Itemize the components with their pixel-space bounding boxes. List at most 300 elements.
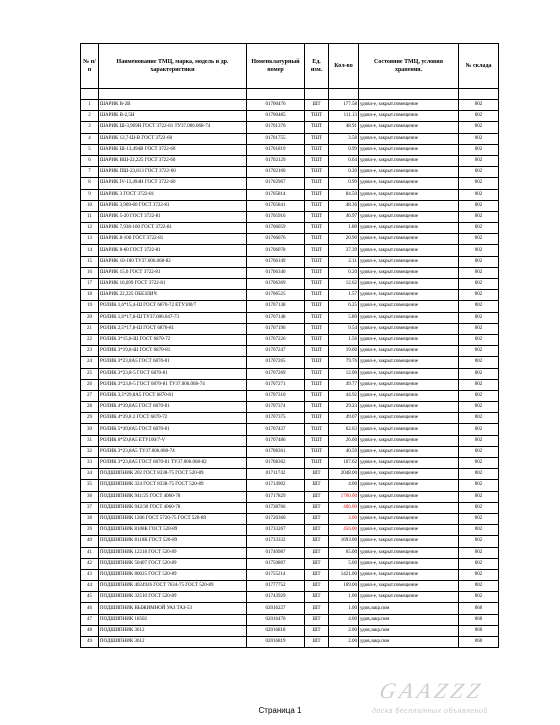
item-code: 02016470 bbox=[247, 614, 305, 625]
item-state: удовл-е, закрыт.помещение bbox=[359, 547, 459, 558]
item-unit: ШТ bbox=[305, 480, 329, 491]
item-name: ШАРИК 3 ГОСТ 3722-81 bbox=[99, 189, 247, 200]
item-unit: ТШТ bbox=[305, 301, 329, 312]
item-stock: 002 bbox=[459, 536, 499, 547]
item-quantity: 4.00 bbox=[329, 480, 359, 491]
row-number: 36 bbox=[81, 491, 99, 502]
row-number: 34 bbox=[81, 469, 99, 480]
item-stock: 002 bbox=[459, 155, 499, 166]
item-quantity: 1693.00 bbox=[329, 536, 359, 547]
item-quantity: 3.58 bbox=[329, 133, 359, 144]
row-number: 17 bbox=[81, 279, 99, 290]
item-name: РОЛИК 1,6*15,4-Ш ГОСТ 6870-72 ЕТУ100/7 bbox=[99, 301, 247, 312]
item-unit: ТШТ bbox=[305, 334, 329, 345]
table-row bbox=[81, 100, 499, 111]
row-number: 45 bbox=[81, 592, 99, 603]
item-quantity: 1421.00 bbox=[329, 569, 359, 580]
item-stock: 060 bbox=[459, 637, 499, 648]
item-quantity: 48.91 bbox=[329, 122, 359, 133]
item-unit: ТШТ bbox=[305, 122, 329, 133]
row-number: 37 bbox=[81, 502, 99, 513]
item-name: ШАРИК Ш-3,969Н ГОСТ 3722-81 ТУ37.006.068-74 bbox=[99, 122, 247, 133]
item-code: 01706149 bbox=[247, 256, 305, 267]
item-state: удовл-е, закрыт.помещение bbox=[359, 323, 459, 334]
item-unit: ТШТ bbox=[305, 402, 329, 413]
table-row bbox=[81, 592, 499, 603]
item-code: 01706525 bbox=[247, 290, 305, 301]
item-quantity: 62.63 bbox=[329, 424, 359, 435]
item-code: 01702129 bbox=[247, 155, 305, 166]
item-stock: 002 bbox=[459, 245, 499, 256]
watermark-logo-text: GAAZZZ bbox=[377, 678, 487, 703]
item-unit: ТШТ bbox=[305, 267, 329, 278]
table-row bbox=[81, 155, 499, 166]
item-state: удовл-е, закрыт.помещение bbox=[359, 301, 459, 312]
item-quantity: 20.90 bbox=[329, 234, 359, 245]
item-unit: ТШТ bbox=[305, 234, 329, 245]
item-code: 02016227 bbox=[247, 603, 305, 614]
item-state: удовл-е, закрыт.помещение bbox=[359, 178, 459, 189]
item-name: РОЛИК 5*49,8А5 ГОСТ 6870-81 bbox=[99, 424, 247, 435]
item-name: ПОДШИПНИК 202 ГОСТ 8338-75 ГОСТ 520-89 bbox=[99, 469, 247, 480]
item-quantity: 84.50 bbox=[329, 189, 359, 200]
item-stock: 002 bbox=[459, 357, 499, 368]
table-row bbox=[81, 200, 499, 211]
item-name: РОЛИК 3*15,8-Ш ГОСТ 6870-72 bbox=[99, 334, 247, 345]
watermark-tagline: доска бесплатных объявлений bbox=[372, 708, 488, 715]
item-unit: ШТ bbox=[305, 592, 329, 603]
item-stock: 002 bbox=[459, 424, 499, 435]
item-quantity: 1.56 bbox=[329, 334, 359, 345]
table-row bbox=[81, 312, 499, 323]
item-code: 01733332 bbox=[247, 536, 305, 547]
item-unit: ШТ bbox=[305, 513, 329, 524]
item-name: РОЛИК 3*19,8-Ш ГОСТ 6870-81 bbox=[99, 346, 247, 357]
item-stock: 002 bbox=[459, 234, 499, 245]
item-unit: ТШТ bbox=[305, 357, 329, 368]
row-number: 26 bbox=[81, 379, 99, 390]
table-row bbox=[81, 144, 499, 155]
row-number: 32 bbox=[81, 446, 99, 457]
table-row bbox=[81, 625, 499, 636]
item-unit: ТШТ bbox=[305, 279, 329, 290]
item-code: 01750807 bbox=[247, 558, 305, 569]
item-name: ШАРИК 7,938-100 ГОСТ 3722-81 bbox=[99, 223, 247, 234]
item-unit: ШТ bbox=[305, 525, 329, 536]
item-state: удовл-е, закрыт.помещение bbox=[359, 234, 459, 245]
item-unit: ШТ bbox=[305, 469, 329, 480]
item-quantity: 177.58 bbox=[329, 100, 359, 111]
item-code: 01706059 bbox=[247, 223, 305, 234]
row-number: 13 bbox=[81, 234, 99, 245]
item-code: 01755214 bbox=[247, 569, 305, 580]
table-body bbox=[81, 100, 499, 648]
item-code: 01707486 bbox=[247, 435, 305, 446]
item-name: ПОДШИПНИК 18502 bbox=[99, 614, 247, 625]
item-quantity: 0.99 bbox=[329, 144, 359, 155]
row-number: 48 bbox=[81, 625, 99, 636]
item-stock: 002 bbox=[459, 379, 499, 390]
item-unit: ШТ bbox=[305, 547, 329, 558]
header-state: Состояние ТМЦ, условия хранения. bbox=[359, 44, 459, 89]
item-stock: 002 bbox=[459, 458, 499, 469]
table-row bbox=[81, 223, 499, 234]
item-state: удовл-е, закрыт.помещение bbox=[359, 480, 459, 491]
item-unit: ТШТ bbox=[305, 413, 329, 424]
item-stock: 002 bbox=[459, 491, 499, 502]
item-name: ШАРИК IV-13,494Н ГОСТ 3722-60 bbox=[99, 178, 247, 189]
row-number: 39 bbox=[81, 525, 99, 536]
item-unit: ТШТ bbox=[305, 290, 329, 301]
item-name: ПОДШИПНИК 942/30 ГОСТ 4060-78 bbox=[99, 502, 247, 513]
item-stock: 002 bbox=[459, 502, 499, 513]
item-code: 01707271 bbox=[247, 379, 305, 390]
item-code: 01706078 bbox=[247, 245, 305, 256]
row-number: 4 bbox=[81, 133, 99, 144]
item-code: 01733267 bbox=[247, 525, 305, 536]
row-number: 43 bbox=[81, 569, 99, 580]
item-code: 01706340 bbox=[247, 267, 305, 278]
item-unit: ШТ bbox=[305, 603, 329, 614]
row-number: 8 bbox=[81, 178, 99, 189]
item-unit: ТШТ bbox=[305, 155, 329, 166]
row-number: 20 bbox=[81, 312, 99, 323]
item-name: ПОДШИПНИК 12218 ГОСТ 520-89 bbox=[99, 547, 247, 558]
item-stock: 002 bbox=[459, 178, 499, 189]
item-state: удовл-е, закрыт.помещение bbox=[359, 189, 459, 200]
item-unit: ТШТ bbox=[305, 323, 329, 334]
item-code: 01707310 bbox=[247, 390, 305, 401]
table-row bbox=[81, 469, 499, 480]
item-name: ШАРИК 16,699 ГОСТ 3722-81 bbox=[99, 279, 247, 290]
item-code: 01701819 bbox=[247, 144, 305, 155]
item-state: удовл-е, закрыт.помещение bbox=[359, 144, 459, 155]
item-unit: ТШТ bbox=[305, 178, 329, 189]
table-row bbox=[81, 346, 499, 357]
item-name: ПОДШИПНИК 941/25 ГОСТ 4060-78 bbox=[99, 491, 247, 502]
table-row bbox=[81, 357, 499, 368]
row-number: 31 bbox=[81, 435, 99, 446]
item-state: удовл-е, закрыт.помещение bbox=[359, 368, 459, 379]
item-name: ПОДШИПНИК 50407 ГОСТ 520-89 bbox=[99, 558, 247, 569]
item-quantity: 5.80 bbox=[329, 312, 359, 323]
item-code: 01702967 bbox=[247, 178, 305, 189]
item-unit: ТШТ bbox=[305, 211, 329, 222]
item-code: 01717829 bbox=[247, 491, 305, 502]
item-quantity: 456.00 bbox=[329, 525, 359, 536]
item-code: 01707247 bbox=[247, 346, 305, 357]
table-row bbox=[81, 581, 499, 592]
table-row bbox=[81, 256, 499, 267]
item-stock: 002 bbox=[459, 413, 499, 424]
item-stock: 002 bbox=[459, 167, 499, 178]
item-quantity: 169.00 bbox=[329, 581, 359, 592]
item-unit: ТШТ bbox=[305, 424, 329, 435]
item-state: удовл-е, закрыт.помещение bbox=[359, 446, 459, 457]
item-state: удовл-е, закрыт.помещение bbox=[359, 100, 459, 111]
row-number: 21 bbox=[81, 323, 99, 334]
table-row bbox=[81, 480, 499, 491]
item-stock: 002 bbox=[459, 525, 499, 536]
item-unit: ШТ bbox=[305, 558, 329, 569]
row-number: 44 bbox=[81, 581, 99, 592]
item-stock: 002 bbox=[459, 290, 499, 301]
item-state: удовл-е, закрыт.помещение bbox=[359, 558, 459, 569]
table-header-row bbox=[81, 44, 499, 89]
item-unit: ТШТ bbox=[305, 368, 329, 379]
row-number: 5 bbox=[81, 144, 99, 155]
item-stock: 002 bbox=[459, 446, 499, 457]
item-state: удовл-е, закрыт.помещение bbox=[359, 223, 459, 234]
item-quantity: 3.00 bbox=[329, 513, 359, 524]
header-code: Номенклатурный номер bbox=[247, 44, 305, 89]
item-quantity: 40.59 bbox=[329, 446, 359, 457]
item-state: удовл-е, закрыт.помещение bbox=[359, 592, 459, 603]
item-code: 01743929 bbox=[247, 592, 305, 603]
item-code: 01705814 bbox=[247, 189, 305, 200]
item-quantity: 1700.00 bbox=[329, 491, 359, 502]
item-quantity: 19.60 bbox=[329, 346, 359, 357]
row-number: 14 bbox=[81, 245, 99, 256]
item-quantity: 0.20 bbox=[329, 167, 359, 178]
table-row bbox=[81, 491, 499, 502]
item-name: ШАРИК 22,225 ОБЕЗЛИЧ bbox=[99, 290, 247, 301]
table-row bbox=[81, 133, 499, 144]
item-quantity: 4.00 bbox=[329, 614, 359, 625]
item-code: 01705841 bbox=[247, 200, 305, 211]
item-stock: 002 bbox=[459, 144, 499, 155]
item-quantity: 6.25 bbox=[329, 301, 359, 312]
item-code: 01707190 bbox=[247, 323, 305, 334]
item-code: 01707269 bbox=[247, 368, 305, 379]
item-unit: ШТ bbox=[305, 614, 329, 625]
row-number: 6 bbox=[81, 155, 99, 166]
item-unit: ШТ bbox=[305, 625, 329, 636]
item-quantity: 167.62 bbox=[329, 458, 359, 469]
item-code: 01738766 bbox=[247, 502, 305, 513]
table-row bbox=[81, 323, 499, 334]
table-spacer-row bbox=[81, 89, 499, 100]
table-row bbox=[81, 379, 499, 390]
table-row bbox=[81, 167, 499, 178]
table-row bbox=[81, 290, 499, 301]
header-unit: Ед. изм. bbox=[305, 44, 329, 89]
row-number: 40 bbox=[81, 536, 99, 547]
table-row bbox=[81, 502, 499, 513]
item-quantity: 49.77 bbox=[329, 379, 359, 390]
item-name: РОЛИК 3*23,8А5 ТУ37.006.068-74 bbox=[99, 446, 247, 457]
row-number: 22 bbox=[81, 334, 99, 345]
item-name: ШАРИК 8-60 ГОСТ 3722-81 bbox=[99, 245, 247, 256]
item-state: удовл-е, закрыт.помещение bbox=[359, 458, 459, 469]
item-code: 01705916 bbox=[247, 211, 305, 222]
item-stock: 002 bbox=[459, 133, 499, 144]
item-name: ШАРИК Ш-13,494В ГОСТ 3722-60 bbox=[99, 144, 247, 155]
item-state: удовл-е, закрыт.помещение bbox=[359, 133, 459, 144]
header-name: Наименование ТМЦ, марка, модель и др. характеристики bbox=[99, 44, 247, 89]
item-state: удовл-е, закрыт.помещение bbox=[359, 346, 459, 357]
item-unit: ТШТ bbox=[305, 189, 329, 200]
item-state: удовл-е, закрыт.помещение bbox=[359, 312, 459, 323]
item-state: удовл-е, закрыт.помещение bbox=[359, 290, 459, 301]
item-state: удовл-е, закрыт.помещение bbox=[359, 200, 459, 211]
page-number: Страница 1 bbox=[258, 706, 302, 715]
item-stock: 002 bbox=[459, 279, 499, 290]
row-number: 28 bbox=[81, 402, 99, 413]
item-state: удовл-е, закрыт.помещение bbox=[359, 569, 459, 580]
row-number: 30 bbox=[81, 424, 99, 435]
row-number: 9 bbox=[81, 189, 99, 200]
item-quantity: 2.00 bbox=[329, 637, 359, 648]
item-stock: 002 bbox=[459, 390, 499, 401]
item-code: 01777752 bbox=[247, 581, 305, 592]
item-stock: 002 bbox=[459, 558, 499, 569]
item-quantity: 37.39 bbox=[329, 245, 359, 256]
item-unit: ШТ bbox=[305, 491, 329, 502]
item-state: удовл-е, закрыт.помещение bbox=[359, 155, 459, 166]
row-number: 38 bbox=[81, 513, 99, 524]
item-quantity: 1.57 bbox=[329, 290, 359, 301]
table-row bbox=[81, 413, 499, 424]
row-number: 41 bbox=[81, 547, 99, 558]
table-row bbox=[81, 402, 499, 413]
item-code: 01740987 bbox=[247, 547, 305, 558]
table-row bbox=[81, 279, 499, 290]
item-unit: ТШТ bbox=[305, 111, 329, 122]
item-name: ШАРИК 8-100 ГОСТ 3722-81 bbox=[99, 234, 247, 245]
table-row bbox=[81, 569, 499, 580]
item-unit: ТШТ bbox=[305, 245, 329, 256]
item-state: удовл-е, закрыт.помещение bbox=[359, 334, 459, 345]
item-stock: 002 bbox=[459, 480, 499, 491]
item-code: 01707148 bbox=[247, 312, 305, 323]
item-stock: 002 bbox=[459, 581, 499, 592]
item-quantity: 29.23 bbox=[329, 402, 359, 413]
item-state: удов,закр.пом bbox=[359, 625, 459, 636]
item-state: удов,закр.пом bbox=[359, 637, 459, 648]
item-unit: ШТ bbox=[305, 536, 329, 547]
row-number: 7 bbox=[81, 167, 99, 178]
item-stock: 002 bbox=[459, 189, 499, 200]
item-state: удовл-е, закрыт.помещение bbox=[359, 413, 459, 424]
table-row bbox=[81, 603, 499, 614]
table-row bbox=[81, 189, 499, 200]
item-stock: 002 bbox=[459, 368, 499, 379]
inventory-sheet bbox=[80, 43, 498, 648]
header-stock: № склада bbox=[459, 44, 499, 89]
item-name: ШАРИК 5-20 ГОСТ 3722-81 bbox=[99, 211, 247, 222]
item-state: удовл-е, закрыт.помещение bbox=[359, 525, 459, 536]
item-name: ШАРИК 10-100 ТУ37.006.068-82 bbox=[99, 256, 247, 267]
item-state: удов,закр.пом bbox=[359, 614, 459, 625]
item-unit: ТШТ bbox=[305, 223, 329, 234]
item-name: РОЛИК 3,5*29,8А5 ГОСТ 6870-81 bbox=[99, 390, 247, 401]
item-name: ШАРИК В-2,5Н bbox=[99, 111, 247, 122]
item-stock: 002 bbox=[459, 547, 499, 558]
table-row bbox=[81, 334, 499, 345]
item-state: удовл-е, закрыт.помещение bbox=[359, 402, 459, 413]
table-row bbox=[81, 111, 499, 122]
row-number: 3 bbox=[81, 122, 99, 133]
item-quantity: 2048.00 bbox=[329, 469, 359, 480]
item-name: ПОДШИПНИК ВЫЖИМНОЙ УАЗ ТАЗ-53 bbox=[99, 603, 247, 614]
item-stock: 002 bbox=[459, 592, 499, 603]
item-name: ПОДШИПНИК 8110К ГОСТ 520-89 bbox=[99, 536, 247, 547]
item-unit: ТШТ bbox=[305, 346, 329, 357]
item-stock: 002 bbox=[459, 569, 499, 580]
item-state: удовл-е, закрыт.помещение bbox=[359, 279, 459, 290]
table-row bbox=[81, 525, 499, 536]
row-number: 47 bbox=[81, 614, 99, 625]
inventory-table bbox=[80, 43, 499, 648]
item-state: удовл-е, закрыт.помещение bbox=[359, 513, 459, 524]
item-code: 01701755 bbox=[247, 133, 305, 144]
item-stock: 002 bbox=[459, 122, 499, 133]
item-quantity: 9.54 bbox=[329, 323, 359, 334]
item-name: ПОДШИПНИК 4024926 ГОСТ 7634-75 ГОСТ 520-89 bbox=[99, 581, 247, 592]
item-name: РОЛИК 4*39,8А5 ГОСТ 6870-81 bbox=[99, 402, 247, 413]
table-row bbox=[81, 267, 499, 278]
item-unit: ТШТ bbox=[305, 312, 329, 323]
table-row bbox=[81, 178, 499, 189]
item-state: удовл-е, закрыт.помещение bbox=[359, 122, 459, 133]
item-stock: 002 bbox=[459, 211, 499, 222]
item-code: 01708362 bbox=[247, 458, 305, 469]
item-quantity: 79.76 bbox=[329, 357, 359, 368]
item-code: 01720360 bbox=[247, 513, 305, 524]
item-quantity: 46.97 bbox=[329, 211, 359, 222]
item-state: удовл-е, закрыт.помещение bbox=[359, 357, 459, 368]
item-unit: ТШТ bbox=[305, 167, 329, 178]
row-number: 1 bbox=[81, 100, 99, 111]
table-row bbox=[81, 558, 499, 569]
item-quantity: 0.99 bbox=[329, 178, 359, 189]
item-quantity: 12.00 bbox=[329, 368, 359, 379]
row-number: 11 bbox=[81, 211, 99, 222]
item-state: удовл-е, закрыт.помещение bbox=[359, 424, 459, 435]
table-row bbox=[81, 614, 499, 625]
item-quantity: 26.60 bbox=[329, 435, 359, 446]
row-number: 12 bbox=[81, 223, 99, 234]
item-state: удовл-е, закрыт.помещение bbox=[359, 256, 459, 267]
item-stock: 060 bbox=[459, 625, 499, 636]
item-name: ПОДШИПНИК 3612 bbox=[99, 625, 247, 636]
row-number: 35 bbox=[81, 480, 99, 491]
item-code: 01707375 bbox=[247, 413, 305, 424]
item-quantity: 1.00 bbox=[329, 592, 359, 603]
item-state: удовл-е, закрыт.помещение bbox=[359, 536, 459, 547]
item-quantity: 2.00 bbox=[329, 625, 359, 636]
item-code: 01711742 bbox=[247, 469, 305, 480]
item-stock: 002 bbox=[459, 223, 499, 234]
table-row bbox=[81, 368, 499, 379]
item-state: удовл-е, закрыт.помещение bbox=[359, 111, 459, 122]
row-number: 25 bbox=[81, 368, 99, 379]
item-state: удовл-е, закрыт.помещение bbox=[359, 245, 459, 256]
item-name: РОЛИК 3*23,8А5 ГОСТ 6870-81 bbox=[99, 357, 247, 368]
item-unit: ШТ bbox=[305, 569, 329, 580]
item-unit: ШТ bbox=[305, 100, 329, 111]
item-state: удов,закр.пом bbox=[359, 603, 459, 614]
watermark-logo bbox=[372, 678, 542, 722]
item-quantity: 12.62 bbox=[329, 279, 359, 290]
item-unit: ТШТ bbox=[305, 390, 329, 401]
item-stock: 002 bbox=[459, 267, 499, 278]
item-code: 01706369 bbox=[247, 279, 305, 290]
item-code: 01701370 bbox=[247, 122, 305, 133]
item-stock: 002 bbox=[459, 200, 499, 211]
item-state: удовл-е, закрыт.помещение bbox=[359, 167, 459, 178]
